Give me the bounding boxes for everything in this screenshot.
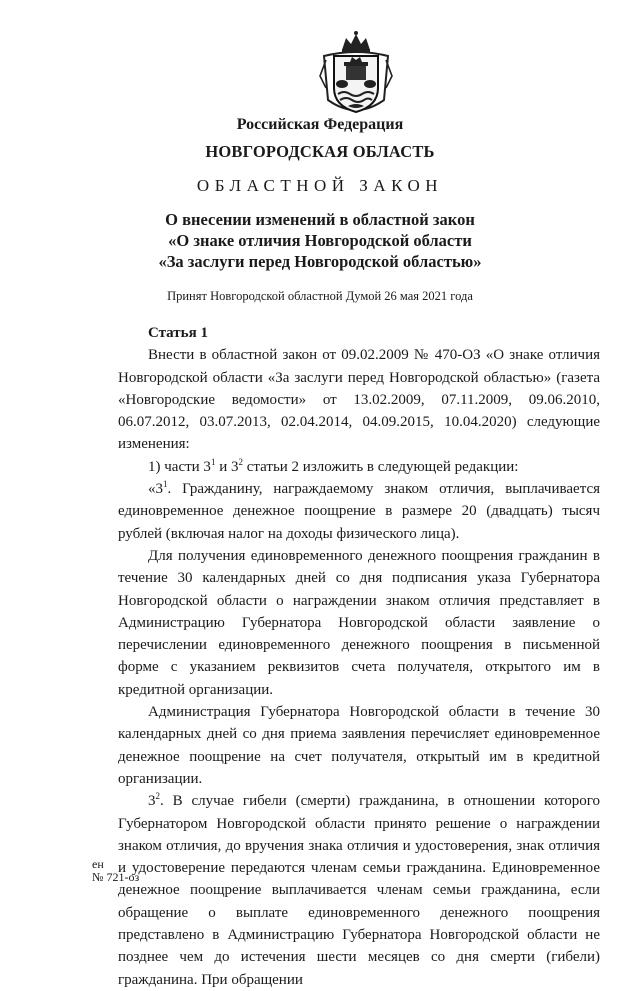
adoption-note: Принят Новгородской областной Думой 26 мая 2021 года [167, 289, 473, 303]
law-title-line: О внесении изменений в областной закон [165, 210, 475, 229]
law-type: ОБЛАСТНОЙ ЗАКОН [196, 176, 444, 195]
document-registration [92, 858, 139, 884]
law-title-line: «О знаке отличия Новгородской области [168, 231, 472, 250]
executor-initials: ен [92, 857, 104, 871]
region-name: НОВГОРОДСКАЯ ОБЛАСТЬ [205, 142, 435, 161]
law-number: № 721-оз [92, 870, 140, 884]
law-title [0, 209, 640, 272]
paragraph-part-3-1: «$3^1$. Гражданину, награждаемому знаком отличия, выплачивается единовременное денежное поощрение в размере 20 (двадцать) тысяч рублей (включая налог на доходы физического лица). [118, 479, 600, 542]
paragraph-application: Для получения единовременного денежного поощрения гражданин в течение 30 календарных дней со дня подписания указа Губернатора Новгородской области о награждении знаком отличия представляет в Администрацию Губернатора Новгородской области заявление о перечислении единовременного денежного поощрения в письменной форме с указанием реквизитов счета получателя, открытого им в кредитной организации. [118, 547, 600, 698]
country-name: Российская Федерация [236, 116, 404, 133]
paragraph-intro: Внести в областной закон от 09.02.2009 № 470-ОЗ «О знаке отличия Новгородской области «За заслуги перед Новгородской областью» (газета «Новгородские ведомости» от 13.02.2009, 07.11.2009, 09.06.2010, 06.07.2012, 03.07.2013, 02.04.2014, 04.09.2015, 10.04.2020) следующие изменения: [118, 347, 600, 453]
paragraph-amendment-item: 1) части $3^1$ и $3^2$ статьи 2 изложить в следующей редакции: [148, 456, 519, 475]
coat-of-arms-icon [318, 30, 394, 116]
paragraph-transfer: Администрация Губернатора Новгородской области в течение 30 календарных дней со дня приема заявления перечисляет единовременное денежное поощрение на счет получателя, открытый им в кредитной организации. [118, 704, 600, 787]
law-body [118, 322, 600, 991]
law-title-line: «За заслуги перед Новгородской областью» [158, 252, 482, 271]
article-heading: Статья 1 [148, 325, 208, 341]
paragraph-part-3-2: $3^2$. В случае гибели (смерти) гражданина, в отношении которого Губернатором Новгородской области принято решение о награждении знаком отличия, до вручения знака отличия и удостоверения, знак отличия и удостоверение передаются членам семьи гражданина. Единовременное денежное поощрение выплачивается членам семьи гражданина, если обращение о выплате единовременного денежного поощрения представлено в Администрацию Губернатора Новгородской области не позднее чем до истечения шести месяцев со дня смерти (гибели) гражданина. При обращении [118, 791, 600, 988]
